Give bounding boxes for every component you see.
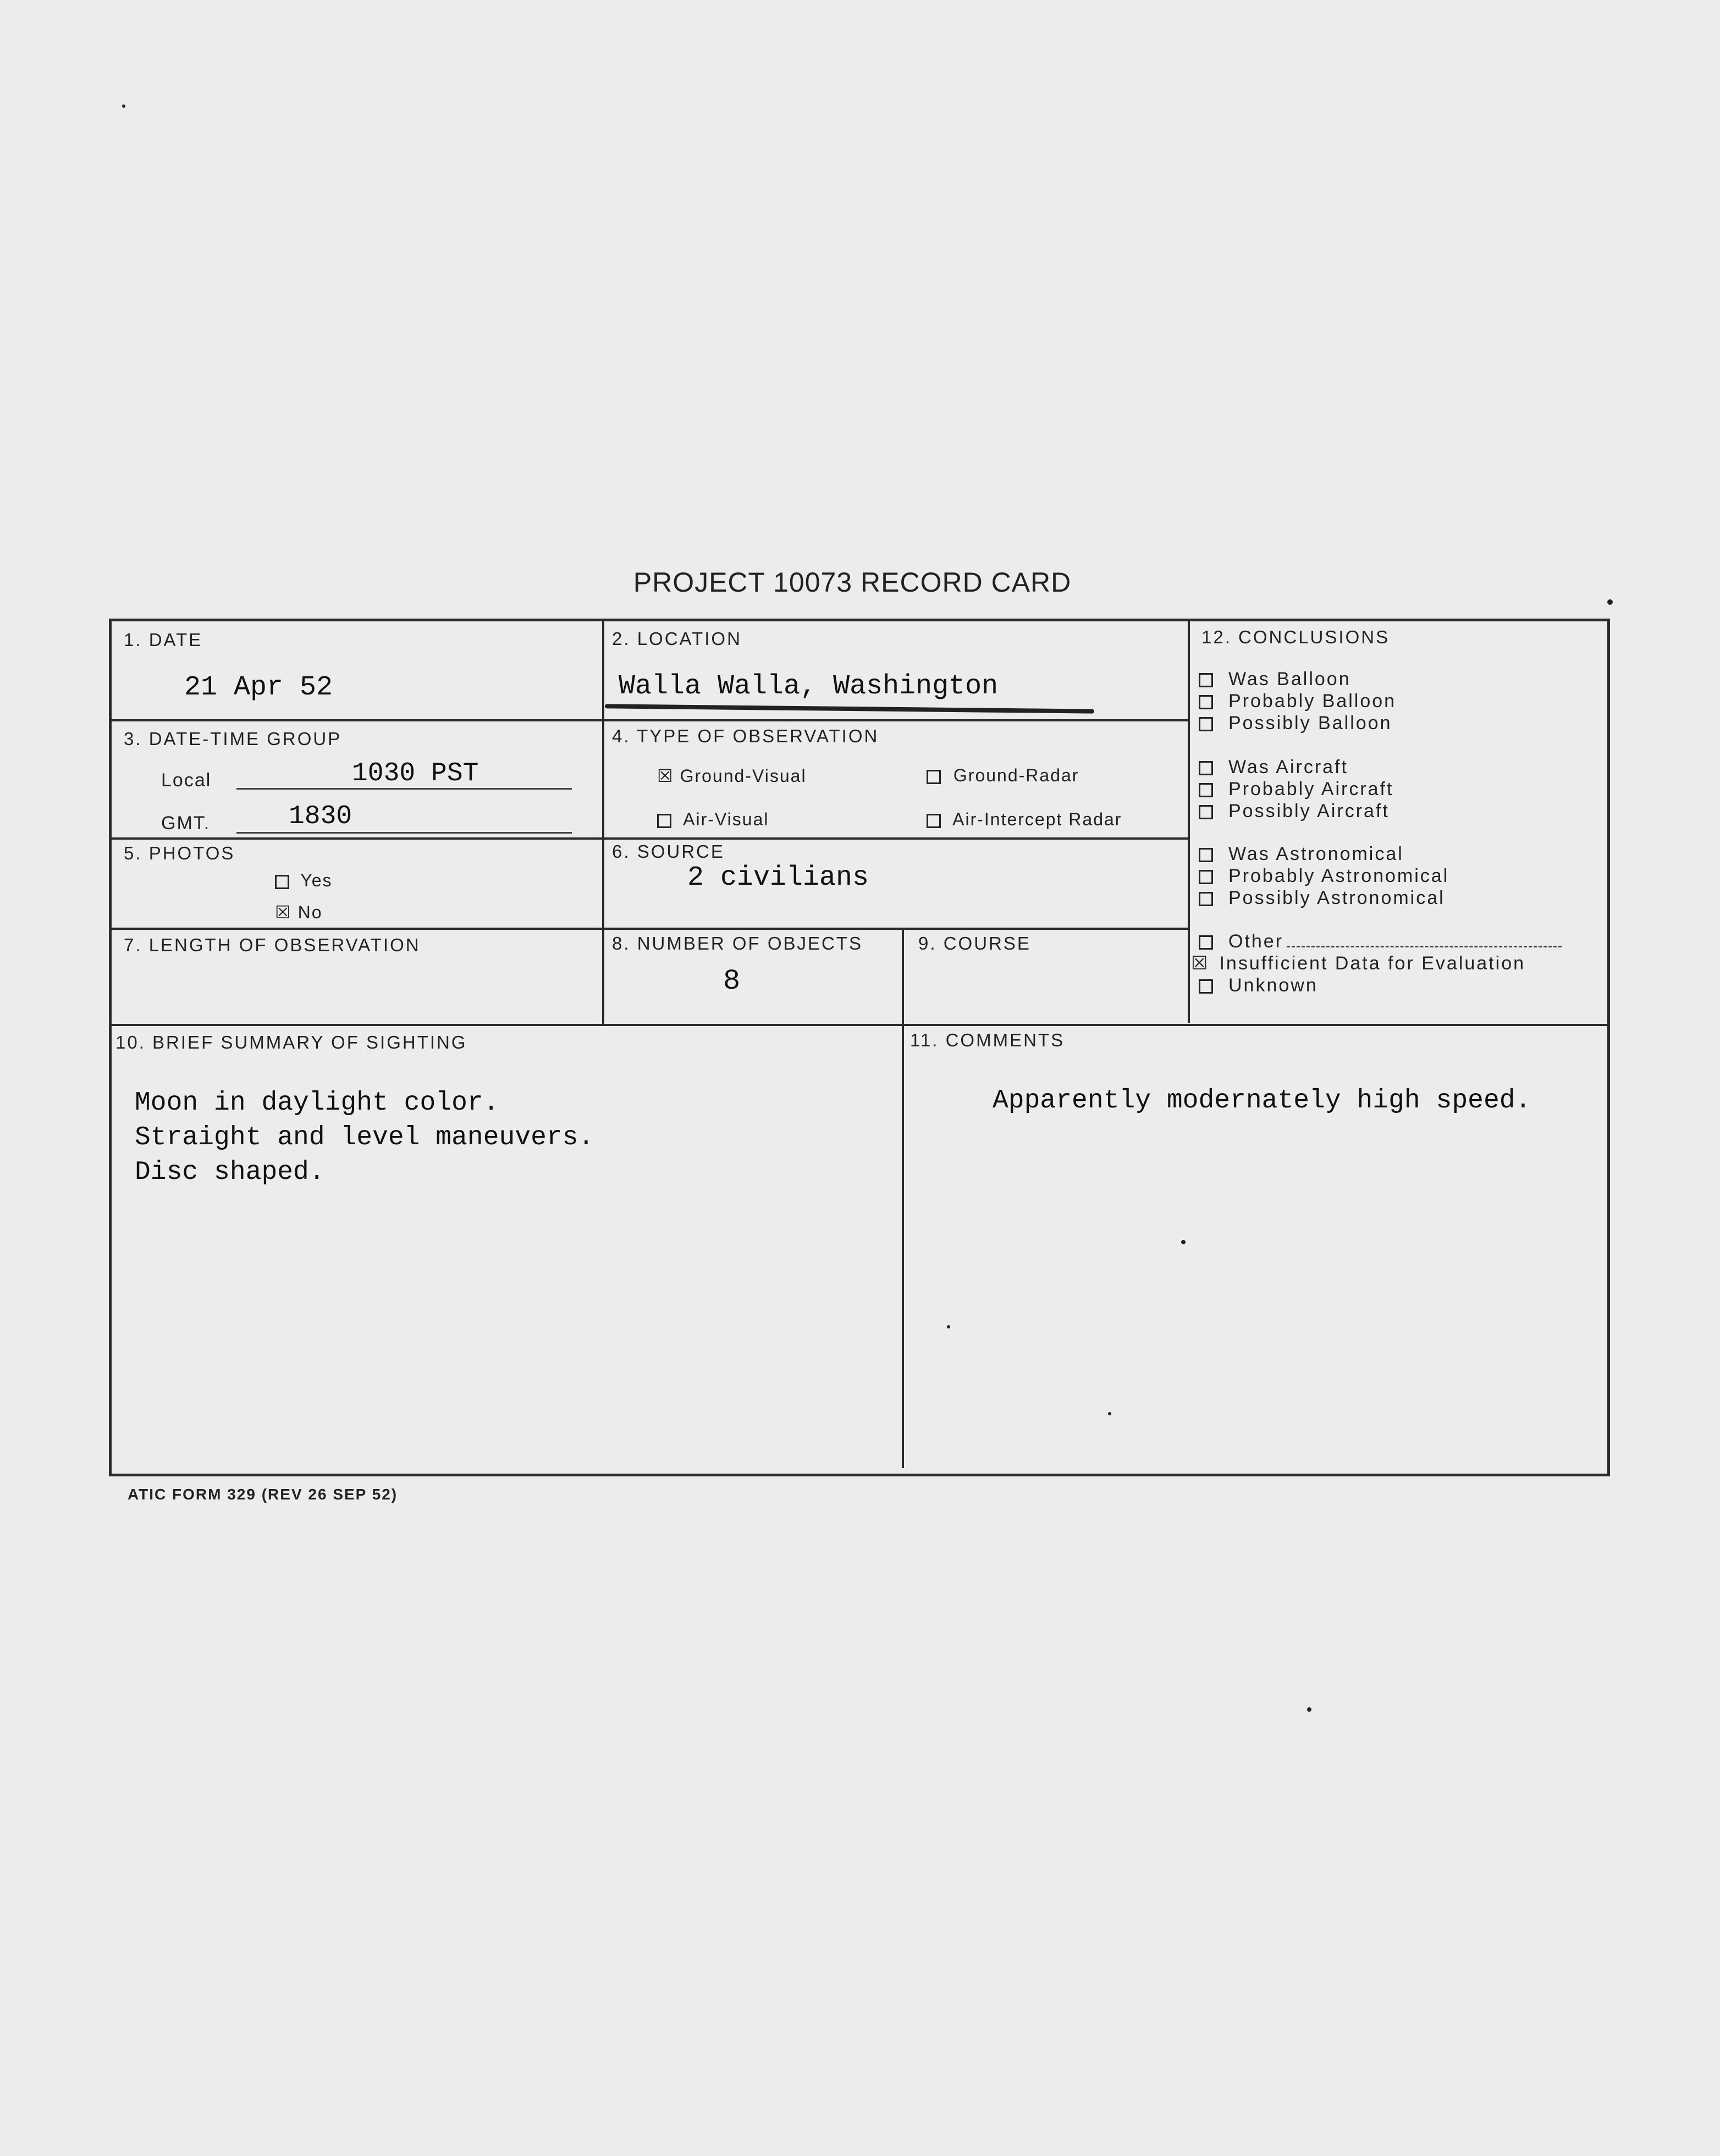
photos-no-label: No [297, 902, 323, 922]
divider-h-1 [112, 719, 1188, 721]
summary-label: 10. BRIEF SUMMARY OF SIGHTING [115, 1032, 467, 1052]
possibly-astronomical-label: Possibly Astronomical [1228, 887, 1445, 908]
course-label: 9. COURSE [918, 933, 1031, 953]
possibly-balloon-label: Possibly Balloon [1228, 713, 1392, 734]
insufficient-data-label: Insufficient Data for Evaluation [1219, 953, 1526, 974]
was-balloon-checkbox-icon [1199, 673, 1213, 687]
insufficient-data-checkmark-icon: ☒ [1191, 953, 1210, 974]
comments-label: 11. COMMENTS [910, 1030, 1065, 1050]
card-title: PROJECT 10073 RECORD CARD [633, 567, 1072, 598]
gmt-value: 1830 [289, 802, 352, 831]
ground-radar-option [927, 765, 1079, 786]
form-number: ATIC FORM 329 (REV 26 SEP 52) [128, 1486, 398, 1503]
divider-v-right [1188, 621, 1190, 1023]
location-value: Walla Walla, Washington [619, 671, 999, 702]
photos-no-option [275, 902, 322, 923]
probably-astronomical-label: Probably Astronomical [1228, 865, 1449, 886]
gmt-fill-line [236, 828, 572, 834]
comments-text: Apparently modernately high speed. [993, 1086, 1531, 1116]
other-label: Other [1228, 931, 1284, 952]
probably-aircraft-label: Probably Aircraft [1228, 779, 1394, 799]
local-label: Local [161, 770, 212, 791]
gmt-label: GMT. [161, 813, 211, 834]
air-intercept-radar-label: Air-Intercept Radar [952, 809, 1122, 829]
was-astronomical-label: Was Astronomical [1228, 843, 1404, 864]
type-of-observation-label: 4. TYPE OF OBSERVATION [612, 726, 879, 746]
scan-speck [1307, 1707, 1311, 1712]
summary-line-1: Moon in daylight color. [135, 1088, 499, 1118]
probably-balloon-label: Probably Balloon [1228, 691, 1397, 712]
divider-h-4 [112, 1024, 1607, 1026]
photos-label: 5. PHOTOS [124, 843, 235, 863]
probably-balloon-checkbox-icon [1199, 695, 1213, 709]
scan-speck [122, 104, 125, 108]
source-value: 2 civilians [687, 862, 869, 894]
unknown-label: Unknown [1228, 975, 1318, 996]
scan-speck [1607, 599, 1613, 605]
location-label: 2. LOCATION [612, 628, 742, 649]
ground-visual-option [657, 765, 807, 786]
scan-speck [1108, 1412, 1111, 1415]
air-visual-label: Air-Visual [683, 809, 769, 829]
ground-radar-label: Ground-Radar [953, 765, 1079, 785]
number-of-objects-value: 8 [723, 965, 741, 997]
conclusions-balloon-group [1199, 668, 1396, 734]
probably-astronomical-checkbox-icon [1199, 870, 1213, 884]
source-label: 6. SOURCE [612, 841, 725, 862]
local-value: 1030 PST [352, 759, 479, 788]
photos-no-checkmark-icon: ☒ [275, 902, 292, 922]
possibly-astronomical-checkbox-icon [1199, 892, 1213, 906]
was-astronomical-checkbox-icon [1199, 848, 1213, 862]
was-balloon-label: Was Balloon [1228, 669, 1351, 690]
possibly-balloon-checkbox-icon [1199, 717, 1213, 731]
air-intercept-radar-checkbox-icon [927, 814, 941, 828]
conclusions-aircraft-group [1199, 756, 1393, 822]
date-time-group-label: 3. DATE-TIME GROUP [124, 729, 342, 749]
date-label: 1. DATE [124, 630, 203, 650]
divider-h-3 [112, 928, 1188, 930]
scan-speck [947, 1325, 950, 1328]
number-of-objects-label: 8. NUMBER OF OBJECTS [612, 933, 863, 953]
probably-aircraft-checkbox-icon [1199, 783, 1213, 797]
divider-v-left [602, 621, 604, 1025]
possibly-aircraft-checkbox-icon [1199, 805, 1213, 819]
photos-yes-checkbox-icon [275, 875, 289, 889]
ground-visual-checkmark-icon: ☒ [657, 766, 674, 786]
summary-line-3: Disc shaped. [135, 1157, 325, 1187]
unknown-checkbox-icon [1199, 979, 1213, 994]
photos-yes-label: Yes [300, 870, 333, 890]
was-aircraft-checkbox-icon [1199, 761, 1213, 775]
other-checkbox-icon [1199, 935, 1213, 950]
air-visual-option [657, 809, 769, 830]
conclusions-astronomical-group [1199, 843, 1449, 909]
conclusions-label: 12. CONCLUSIONS [1201, 627, 1390, 647]
summary-line-2: Straight and level maneuvers. [135, 1123, 594, 1153]
divider-v-middle [902, 929, 904, 1468]
ground-visual-label: Ground-Visual [680, 766, 807, 786]
conclusions-other-group [1191, 930, 1562, 996]
summary-text [135, 1086, 594, 1190]
scan-speck [1181, 1240, 1186, 1244]
length-of-observation-label: 7. LENGTH OF OBSERVATION [124, 935, 421, 955]
other-fill-line [1287, 946, 1562, 947]
possibly-aircraft-label: Possibly Aircraft [1228, 801, 1390, 821]
photos-yes-option [275, 870, 333, 891]
air-intercept-radar-option [927, 809, 1122, 830]
ground-radar-checkbox-icon [927, 770, 941, 784]
air-visual-checkbox-icon [657, 814, 671, 828]
divider-h-2 [112, 837, 1188, 840]
was-aircraft-label: Was Aircraft [1228, 757, 1348, 778]
date-value: 21 Apr 52 [184, 672, 333, 703]
